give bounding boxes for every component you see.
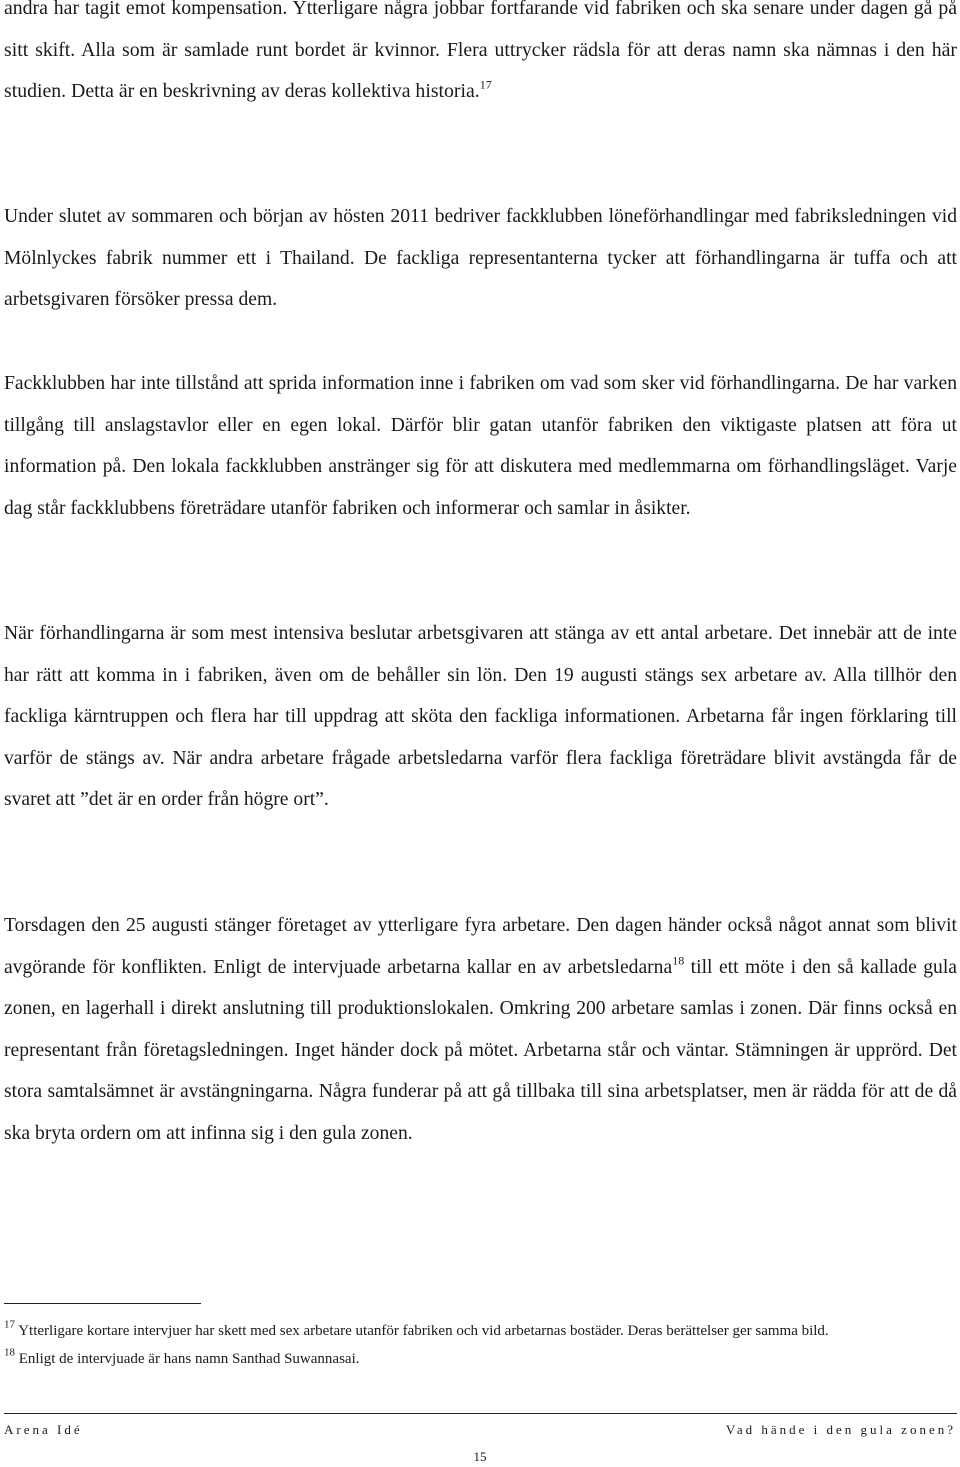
footer-publisher: Arena Idé xyxy=(4,1422,83,1437)
paragraph-4: När förhandlingarna är som mest intensiva beslutar arbetsgivaren att stänga av ett antal arbetare. Det innebär att de inte har rätt att komma in i fabriken, även om de behåller sin lön. Den 19 augusti stängs sex arbetare av. Alla tillhör den fackliga kärntruppen och flera har till uppdrag att sköta den fackliga informationen. Arbetarna får ingen förklaring till varför de stängs av. När andra arbetare frågade arbetsledarna varför flera fackliga företrädare blivit avstängda får de svaret att ”det är en order från högre ort”. xyxy=(4,623,957,811)
footnote-number: 18 xyxy=(4,1345,15,1358)
footnote-17 xyxy=(4,1318,957,1346)
footnote-ref-18[interactable]: 18 xyxy=(672,953,685,968)
footer-report-title: Vad hände i den gula zonen? xyxy=(725,1422,956,1437)
footnote-separator xyxy=(4,1303,201,1304)
footnote-number: 17 xyxy=(4,1318,15,1331)
paragraph-2: Under slutet av sommaren och början av hösten 2011 bedriver fackklubben löneförhandlingar med fabriksledningen vid Mölnlyckes fabrik nummer ett i Thailand. De fackliga representanterna tycker att förhandlingarna är tuffa och att arbetsgivaren försöker pressa dem. xyxy=(4,206,957,311)
paragraph-3: Fackklubben har inte tillstånd att sprida information inne i fabriken om vad som sker vid förhandlingarna. De har varken tillgång till anslagstavlor eller en egen lokal. Därför blir gatan utanför fabriken den viktigaste platsen att föra ut information på. Den lokala fackklubben anstränger sig för att diskutera med medlemmarna om förhandlingsläget. Varje dag står fackklubbens företrädare utanför fabriken och informerar och samlar in åsikter. xyxy=(4,373,957,519)
footnote-18 xyxy=(4,1346,957,1374)
footnote-text: Enligt de intervjuade är hans namn Santhad Suwannasai. xyxy=(18,1350,360,1367)
paragraph-1: andra har tagit emot kompensation. Ytterligare några jobbar fortfarande vid fabriken och ska senare under dagen gå på sitt skift. Alla som är samlade runt bordet är kvinnor. Flera uttrycker rädsla för att deras namn ska nämnas i den här studien. Detta är en beskrivning av deras kollektiva historia.$^{17}$ xyxy=(4,0,957,103)
footnotes xyxy=(4,1318,957,1373)
footnote-text: Ytterligare kortare intervjuer har skett med sex arbetare utanför fabriken och vid arbetarnas bostäder. Deras berättelser ger samma bild. xyxy=(18,1323,829,1339)
footnote-ref-17[interactable]: 17 xyxy=(479,77,492,92)
footer-divider xyxy=(4,1413,957,1414)
paragraph-5: Torsdagen den 25 augusti stänger företaget av ytterligare fyra arbetare. Den dagen händer också något annat som blivit avgörande för konflikten. Enligt de intervjuade arbetarna kallar en av arbetsledarna$^{18}$ till ett möte i den så kallade gula zonen, en lagerhall i direkt anslutning till produktionslokalen. Omkring 200 arbetare samlas i zonen. Där finns också en representant från företagsledningen. Inget händer dock på mötet. Arbetarna står och väntar. Stämningen är upprörd. Det stora samtalsämnet är avstängningarna. Några funderar på att gå tillbaka till sina arbetsplatser, men är rädda för att de då ska bryta ordern om att infinna sig i den gula zonen. xyxy=(4,915,957,1144)
page-number: 15 xyxy=(473,1449,487,1464)
